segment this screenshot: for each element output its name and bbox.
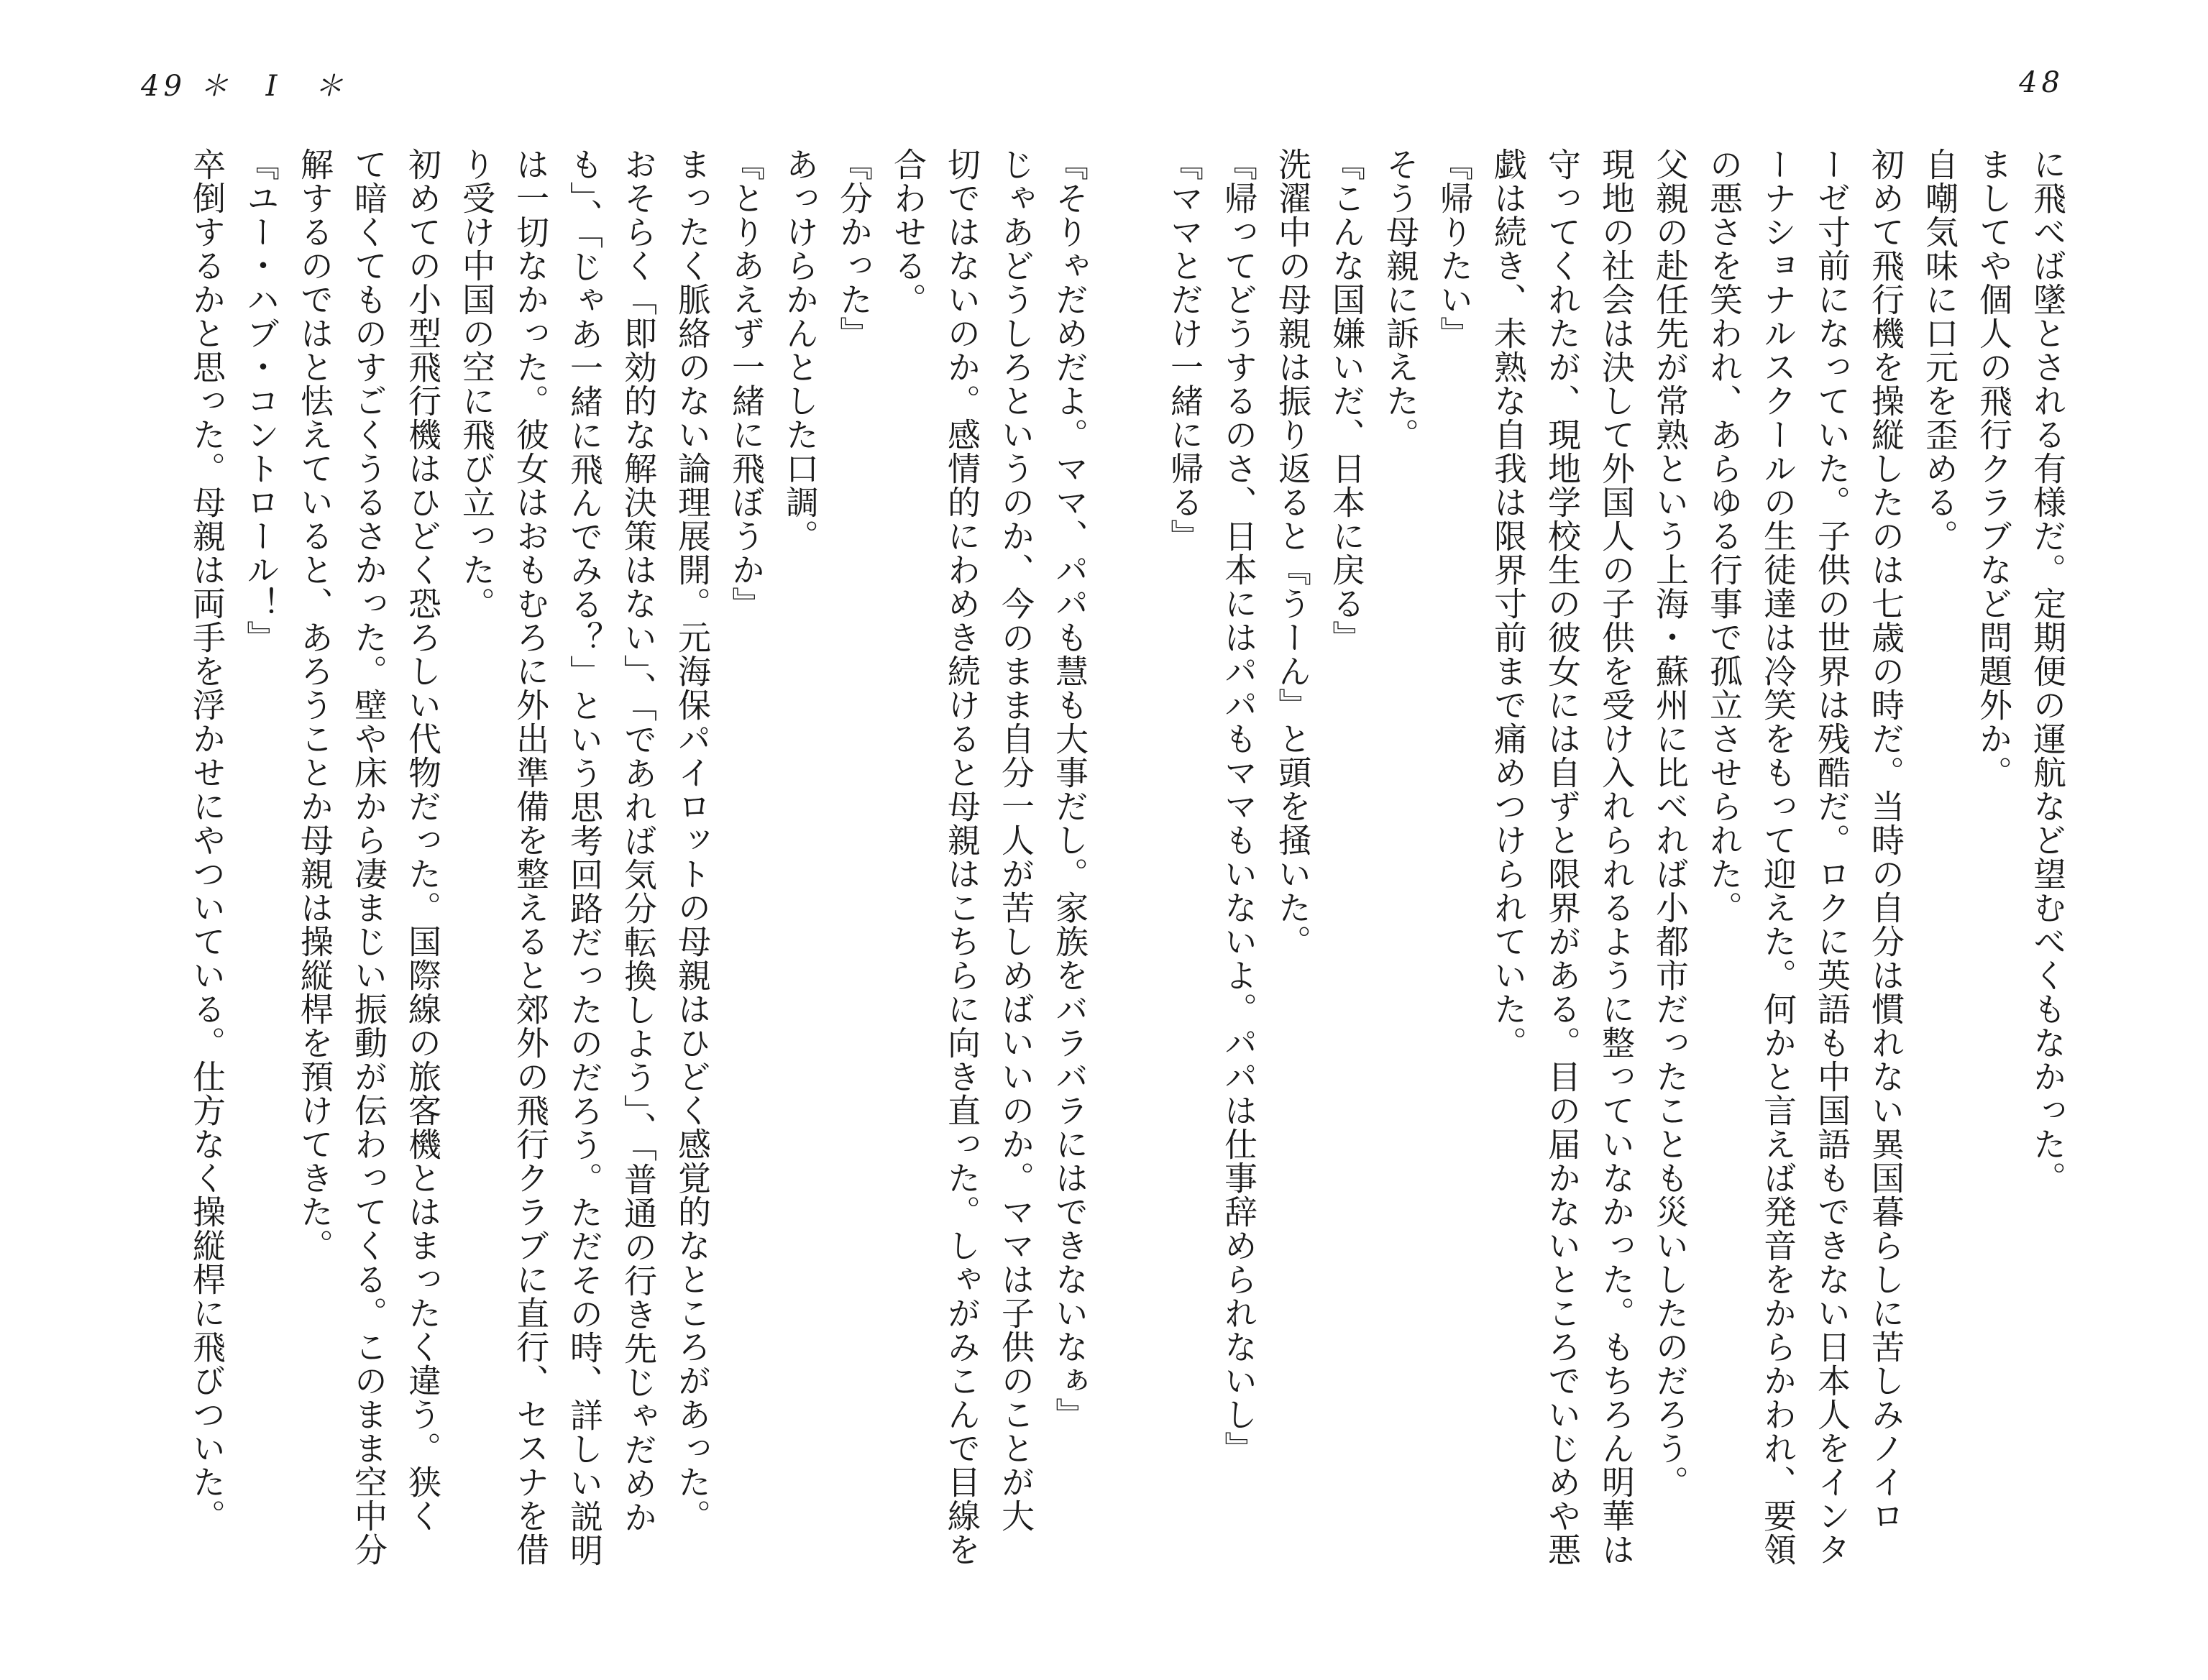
left-page-number: 49: [141, 70, 186, 103]
text-line: 『ママとだけ一緒に帰る』: [1165, 147, 1204, 553]
text-line: 自嘲気味に口元を歪める。: [1920, 147, 1959, 553]
text-line: て暗くてものすごくうるさかった。壁や床から凄まじい振動が伝わってくる。このまま空中分: [349, 147, 388, 1566]
text-line: 解するのではと怯えていると、あろうことか母親は操縦桿を預けてきた。: [296, 147, 334, 1262]
text-line: ーナショナルスクールの生徒達は冷笑をもって迎えた。何かと言えば発音をからかわれ、要領: [1759, 147, 1797, 1566]
left-page-header: [141, 63, 347, 104]
text-line: の悪さを笑われ、あらゆる行事で孤立させられた。: [1705, 147, 1744, 924]
text-line: 『ユー・ハブ・コントロール！』: [242, 147, 280, 654]
text-line: 初めて飛行機を操縦したのは七歳の時だ。当時の自分は慣れない異国暮らしに苦しみノイロ: [1866, 147, 1905, 1533]
section-marker: ＊ Ⅰ ＊: [199, 70, 348, 103]
text-line: 『とりあえず一緒に飛ぼうか』: [727, 147, 766, 620]
text-line: 『分かった』: [835, 147, 874, 350]
text-line: 『こんな国嫌いだ、日本に戻る』: [1327, 147, 1366, 654]
text-line: 初めての小型飛行機はひどく恐ろしい代物だった。国際線の旅客機とはまったく違う。狭く: [403, 147, 442, 1533]
text-line: 切ではないのか。感情的にわめき続けると母親はこちらに向き直った。しゃがみこんで目線を: [943, 147, 981, 1566]
text-line: ましてや個人の飛行クラブなど問題外か。: [1974, 147, 2013, 789]
text-line: 『帰ってどうするのさ、日本にはパパもママもいないよ。パパは仕事辞められないし』: [1219, 147, 1258, 1465]
text-line: に飛べば墜とされる有様だ。定期便の運航など望むべくもなかった。: [2028, 147, 2067, 1195]
text-line: おそらく「即効的な解決策はない」、「であれば気分転換しよう」、「普通の行き先じゃだめか: [619, 147, 658, 1534]
text-line: は一切なかった。彼女はおもむろに外出準備を整えると郊外の飛行クラブに直行、セスナを借: [511, 147, 550, 1566]
text-line: ーゼ寸前になっていた。子供の世界は残酷だ。ロクに英語も中国語もできない日本人をインタ: [1813, 147, 1851, 1566]
right-page-number: 48: [2019, 66, 2064, 99]
text-line: 父親の赴任先が常熟という上海・蘇州に比べれば小都市だったことも災いしたのだろう。: [1651, 147, 1690, 1499]
text-line: 合わせる。: [889, 147, 927, 316]
text-line: 戯は続き、未熟な自我は限界寸前まで痛めつけられていた。: [1489, 147, 1528, 1060]
text-line: あっけらかんとした口調。: [781, 147, 820, 553]
text-line: 卒倒するかと思った。母親は両手を浮かせにやついている。仕方なく操縦桿に飛びついた。: [188, 147, 226, 1533]
text-line: まったく脈絡のない論理展開。元海保パイロットの母親はひどく感覚的なところがあった。: [673, 147, 712, 1533]
text-line: 『帰りたい』: [1435, 147, 1474, 350]
text-line: 『そりゃだめだよ。ママ、パパも慧も大事だし。家族をバラバラにはできないなぁ』: [1050, 147, 1089, 1431]
right-page-text: [1132, 147, 2074, 1643]
text-line: 現地の社会は決して外国人の子供を受け入れられるように整っていなかった。もちろん明華は: [1597, 147, 1636, 1566]
text-line: 守ってくれたが、現地学校生の彼女には自ずと限界がある。目の届かないところでいじめや悪: [1543, 147, 1582, 1566]
text-line: も」、「じゃあ一緒に飛んでみる？」という思考回路だったのだろう。ただその時、詳しい説明: [565, 147, 604, 1567]
left-page-text: [155, 147, 1096, 1643]
text-line: そう母親に訴えた。: [1381, 147, 1420, 451]
text-line: じゃあどうしろというのか、今のまま自分一人が苦しめばいいのか。ママは子供のことが大: [997, 147, 1035, 1533]
text-line: り受け中国の空に飛び立った。: [457, 147, 496, 620]
text-line: 洗濯中の母親は振り返ると『うーん』と頭を掻いた。: [1273, 147, 1312, 958]
